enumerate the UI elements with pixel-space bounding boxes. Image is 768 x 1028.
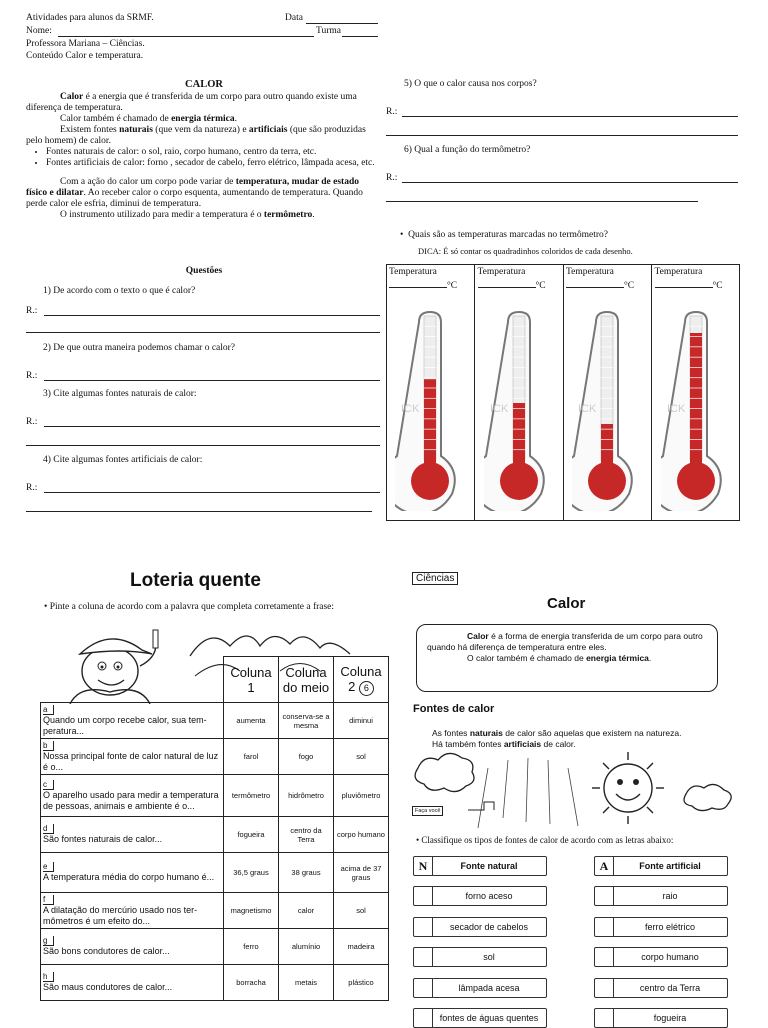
bullet-artificiais: • Fontes artificiais de calor: forno , secador de cabelo, ferro elétrico, lâmpada acesa, etc. (46, 158, 382, 169)
question-cell (41, 965, 224, 1001)
thermo-question: • Quais são as temperaturas marcadas no termômetro? (400, 230, 609, 240)
classify-item[interactable] (413, 978, 547, 998)
classify-answer-box[interactable] (414, 887, 433, 905)
classify-answer-box[interactable] (414, 1009, 433, 1027)
ciencias-title: Calor (547, 595, 586, 612)
thermometer-3 (563, 264, 652, 521)
question-cell (41, 703, 224, 739)
option-cell-col-2[interactable]: 38 graus (279, 853, 334, 893)
classify-item[interactable] (413, 886, 547, 906)
classify-answer-box[interactable] (414, 979, 433, 997)
table-row (41, 703, 389, 739)
option-cell-col-1[interactable]: aumenta (224, 703, 279, 739)
temperature-label: Temperatura (389, 267, 437, 277)
answer-line[interactable] (44, 426, 380, 427)
classify-item[interactable] (413, 917, 547, 937)
fontes-title: Fontes de calor (413, 703, 495, 715)
answer-line[interactable] (44, 492, 380, 493)
question-5: 5) O que o calor causa nos corpos? (404, 79, 537, 89)
row-letter: d (43, 824, 54, 834)
question-2: 2) De que outra maneira podemos chamar o calor? (43, 343, 236, 353)
option-cell-col-2[interactable]: hidrômetro (279, 775, 334, 817)
calor-text: Calor é a energia que é transferida de um corpo para outro quando existe uma diferença de temperatura. Calor também é chamado de energia térmica. Existem fontes naturais (que vem da natureza) e artificiais (que são produzidas pelo homem) de calor. • Fontes naturais de calor: o sol, raio, corpo humano, centro da terra, etc. • Fontes artificiais de calor: forno , secador de cabelo, ferro elétrico, lâmpada acesa, etc. Com a ação do calor um corpo pode variar de temperatura, mudar de estado físico e dilatar. Ao receber calor o corpo esquenta, aumentando de temperatura. Quando perde calor ele esfria, diminui de temperatura. O instrumento utilizado para medir a temperatura é o termômetro. (26, 92, 382, 221)
question-cell (41, 817, 224, 853)
classify-item-label: sol (483, 952, 495, 962)
nome-field[interactable] (58, 36, 314, 37)
classify-answer-box[interactable] (595, 979, 614, 997)
loteria-table (40, 656, 389, 1001)
classify-answer-box[interactable] (595, 887, 614, 905)
classify-answer-box[interactable] (595, 948, 614, 966)
turma-label: Turma (316, 26, 341, 36)
classify-item[interactable] (594, 978, 728, 998)
table-row (41, 929, 389, 965)
faca-voce-label: Faça você (412, 806, 443, 816)
classify-answer-box[interactable] (414, 918, 433, 936)
professora: Professora Mariana – Ciências. (26, 39, 145, 49)
option-cell-col-2[interactable]: metais (279, 965, 334, 1001)
answer-line[interactable] (386, 135, 738, 136)
question-cell (41, 853, 224, 893)
question-3: 3) Cite algumas fontes naturais de calor: (43, 389, 197, 399)
thermometer-level (601, 424, 613, 466)
option-cell-col-2[interactable]: alumínio (279, 929, 334, 965)
conteudo: Conteúdo Calor e temperatura. (26, 51, 144, 61)
classify-item[interactable] (413, 1008, 547, 1028)
temperature-label: Temperatura (566, 267, 614, 277)
option-cell-col-1[interactable]: borracha (224, 965, 279, 1001)
table-row (41, 853, 389, 893)
thermometer-level (690, 333, 702, 466)
option-cell-col-3[interactable]: sol (334, 893, 389, 929)
classify-item-label: fontes de águas quentes (439, 1013, 539, 1023)
thermometer-graphic (484, 306, 554, 511)
question-cell (41, 893, 224, 929)
question-text: A dilatação do mercúrio usado nos ter-mômetros é um efeito do... (43, 904, 198, 926)
classify-item[interactable] (594, 917, 728, 937)
temperature-label: Temperatura (477, 267, 526, 277)
key-fonte-artificial: A Fonte artificial (594, 856, 728, 876)
option-cell-col-1[interactable]: termômetro (224, 775, 279, 817)
answer-line[interactable] (402, 116, 738, 117)
answer-line[interactable] (26, 511, 372, 512)
answer-line[interactable] (26, 445, 380, 446)
key-fonte-natural: N Fonte natural (413, 856, 547, 876)
classify-item[interactable] (594, 886, 728, 906)
question-cell (41, 739, 224, 775)
option-cell-col-3[interactable]: madeira (334, 929, 389, 965)
answer-line[interactable] (26, 332, 380, 333)
thermometer-graphic (395, 306, 465, 511)
calor-title: CALOR (185, 79, 223, 90)
option-cell-col-2[interactable]: fogo (279, 739, 334, 775)
table-row (41, 775, 389, 817)
table-row (41, 739, 389, 775)
classify-item-label: forno aceso (465, 891, 513, 901)
classify-item-label: raio (662, 891, 678, 901)
classify-item-label: corpo humano (641, 952, 699, 962)
table-row (41, 893, 389, 929)
option-cell-col-1[interactable]: ferro (224, 929, 279, 965)
fontes-text: As fontes naturais de calor são aquelas que existem na natureza. Há também fontes artificiais de calor. (432, 728, 682, 749)
classify-item-label: fogueira (653, 1013, 687, 1023)
bullet-naturais: • Fontes naturais de calor: o sol, raio, corpo humano, centro da terra, etc. (46, 147, 382, 158)
loteria-title: Loteria quente (130, 570, 261, 591)
option-cell-col-3[interactable]: acima de 37 graus (334, 853, 389, 893)
answer-line[interactable] (402, 182, 738, 183)
thermo-dica: DICA: É só contar os quadradinhos coloridos de cada desenho. (418, 246, 633, 256)
answer-line[interactable] (44, 380, 380, 381)
option-cell-col-3[interactable]: sol (334, 739, 389, 775)
temperature-label: Temperatura (654, 267, 703, 277)
thermometer-level (513, 403, 525, 466)
answer-line[interactable] (44, 315, 380, 316)
row-letter: g (43, 936, 54, 946)
temperature-answer-field[interactable]: °C (655, 278, 735, 292)
classify-item[interactable] (594, 1008, 728, 1028)
question-text: São maus condutores de calor... (43, 982, 173, 992)
option-cell-col-1[interactable]: magnetismo (224, 893, 279, 929)
temperature-answer-field[interactable]: °C (389, 278, 469, 292)
option-cell-col-2[interactable]: conserva-se a mesma (279, 703, 334, 739)
answer-label: R.: (26, 483, 38, 493)
question-4: 4) Cite algumas fontes artificiais de calor: (43, 455, 203, 465)
thermometer-4 (652, 264, 740, 521)
classify-item-label: centro da Terra (639, 982, 701, 993)
table-row (41, 817, 389, 853)
question-text: Nossa principal fonte de calor natural de luz é o... (43, 750, 219, 772)
classify-instruction: • Classifique os tipos de fontes de calor de acordo com as letras abaixo: (416, 835, 674, 845)
question-cell (41, 929, 224, 965)
option-cell-col-2[interactable]: centro da Terra (279, 817, 334, 853)
nome-label: Nome: (26, 26, 52, 36)
classify-answer-box[interactable] (595, 1009, 614, 1027)
row-letter: c (43, 780, 54, 790)
questoes-title: Questões (185, 266, 223, 276)
classify-item-label: secador de cabelos (449, 921, 529, 932)
question-text: São bons condutores de calor... (43, 946, 170, 956)
classify-item[interactable] (413, 947, 547, 967)
option-cell-col-3[interactable]: corpo humano (334, 817, 389, 853)
watermark-text: ICK (578, 403, 597, 415)
thermometer-1 (386, 264, 475, 521)
thermometer-graphic (661, 306, 731, 511)
data-label: Data (285, 13, 303, 23)
watermark-text: ICK (666, 403, 685, 415)
data-field[interactable] (306, 23, 378, 24)
classify-item[interactable] (594, 947, 728, 967)
sun-clouds-illustration (408, 748, 738, 830)
turma-field[interactable] (342, 36, 378, 37)
question-6: 6) Qual a função do termômetro? (404, 145, 531, 155)
option-cell-col-1[interactable]: 36,5 graus (224, 853, 279, 893)
answer-label: R.: (386, 107, 398, 117)
classify-item-label: ferro elétrico (644, 921, 696, 932)
row-letter: b (43, 741, 54, 751)
thermometer-graphic (572, 306, 642, 511)
option-cell-col-1[interactable]: fogueira (224, 817, 279, 853)
watermark-text: ICK (489, 403, 508, 415)
thermometer-level (424, 379, 436, 466)
answer-label: R.: (26, 306, 38, 316)
question-text: Quando um corpo recebe calor, sua tem-peratura... (43, 714, 207, 736)
calor-definition-box: Calor é a forma de energia transferida de um corpo para outro quando há diferença de temperatura entre eles. O calor também é chamado de energia térmica. (416, 624, 718, 692)
row-letter: f (43, 895, 54, 905)
option-cell-col-3[interactable]: plástico (334, 965, 389, 1001)
option-cell-col-3[interactable]: pluviômetro (334, 775, 389, 817)
question-text: A temperatura média do corpo humano é... (43, 872, 215, 882)
option-cell-col-1[interactable]: farol (224, 739, 279, 775)
temperature-answer-field[interactable]: °C (478, 278, 558, 292)
header-line1: Atividades para alunos da SRMF. (26, 13, 154, 23)
answer-label: R.: (386, 173, 398, 183)
temperature-answer-field[interactable]: °C (566, 278, 646, 292)
answer-line[interactable] (386, 201, 698, 202)
question-cell (41, 775, 224, 817)
row-letter: a (43, 705, 54, 715)
classify-answer-box[interactable] (595, 918, 614, 936)
option-cell-col-2[interactable]: calor (279, 893, 334, 929)
table-row (41, 965, 389, 1001)
col-1-header: Coluna 1 (224, 657, 279, 703)
loteria-instruction: • Pinte a coluna de acordo com a palavra que completa corretamente a frase: (44, 602, 335, 612)
row-letter: e (43, 862, 54, 872)
question-text: O aparelho usado para medir a temperatura de pessoas, animais e ambiente é o... (43, 789, 219, 811)
col-2-header: Coluna 2 6 (334, 657, 389, 703)
watermark-text: ICK (401, 403, 420, 415)
col-meio-header: Coluna do meio (279, 657, 334, 703)
thermometer-2 (475, 264, 564, 521)
question-1: 1) De acordo com o texto o que é calor? (43, 286, 196, 296)
option-cell-col-3[interactable]: diminui (334, 703, 389, 739)
answer-label: R.: (26, 371, 38, 381)
classify-item-label: lâmpada acesa (458, 982, 520, 993)
classify-answer-box[interactable] (414, 948, 433, 966)
question-text: São fontes naturais de calor... (43, 834, 163, 844)
ciencias-tag: Ciências (412, 572, 458, 585)
answer-label: R.: (26, 417, 38, 427)
row-letter: h (43, 972, 54, 982)
